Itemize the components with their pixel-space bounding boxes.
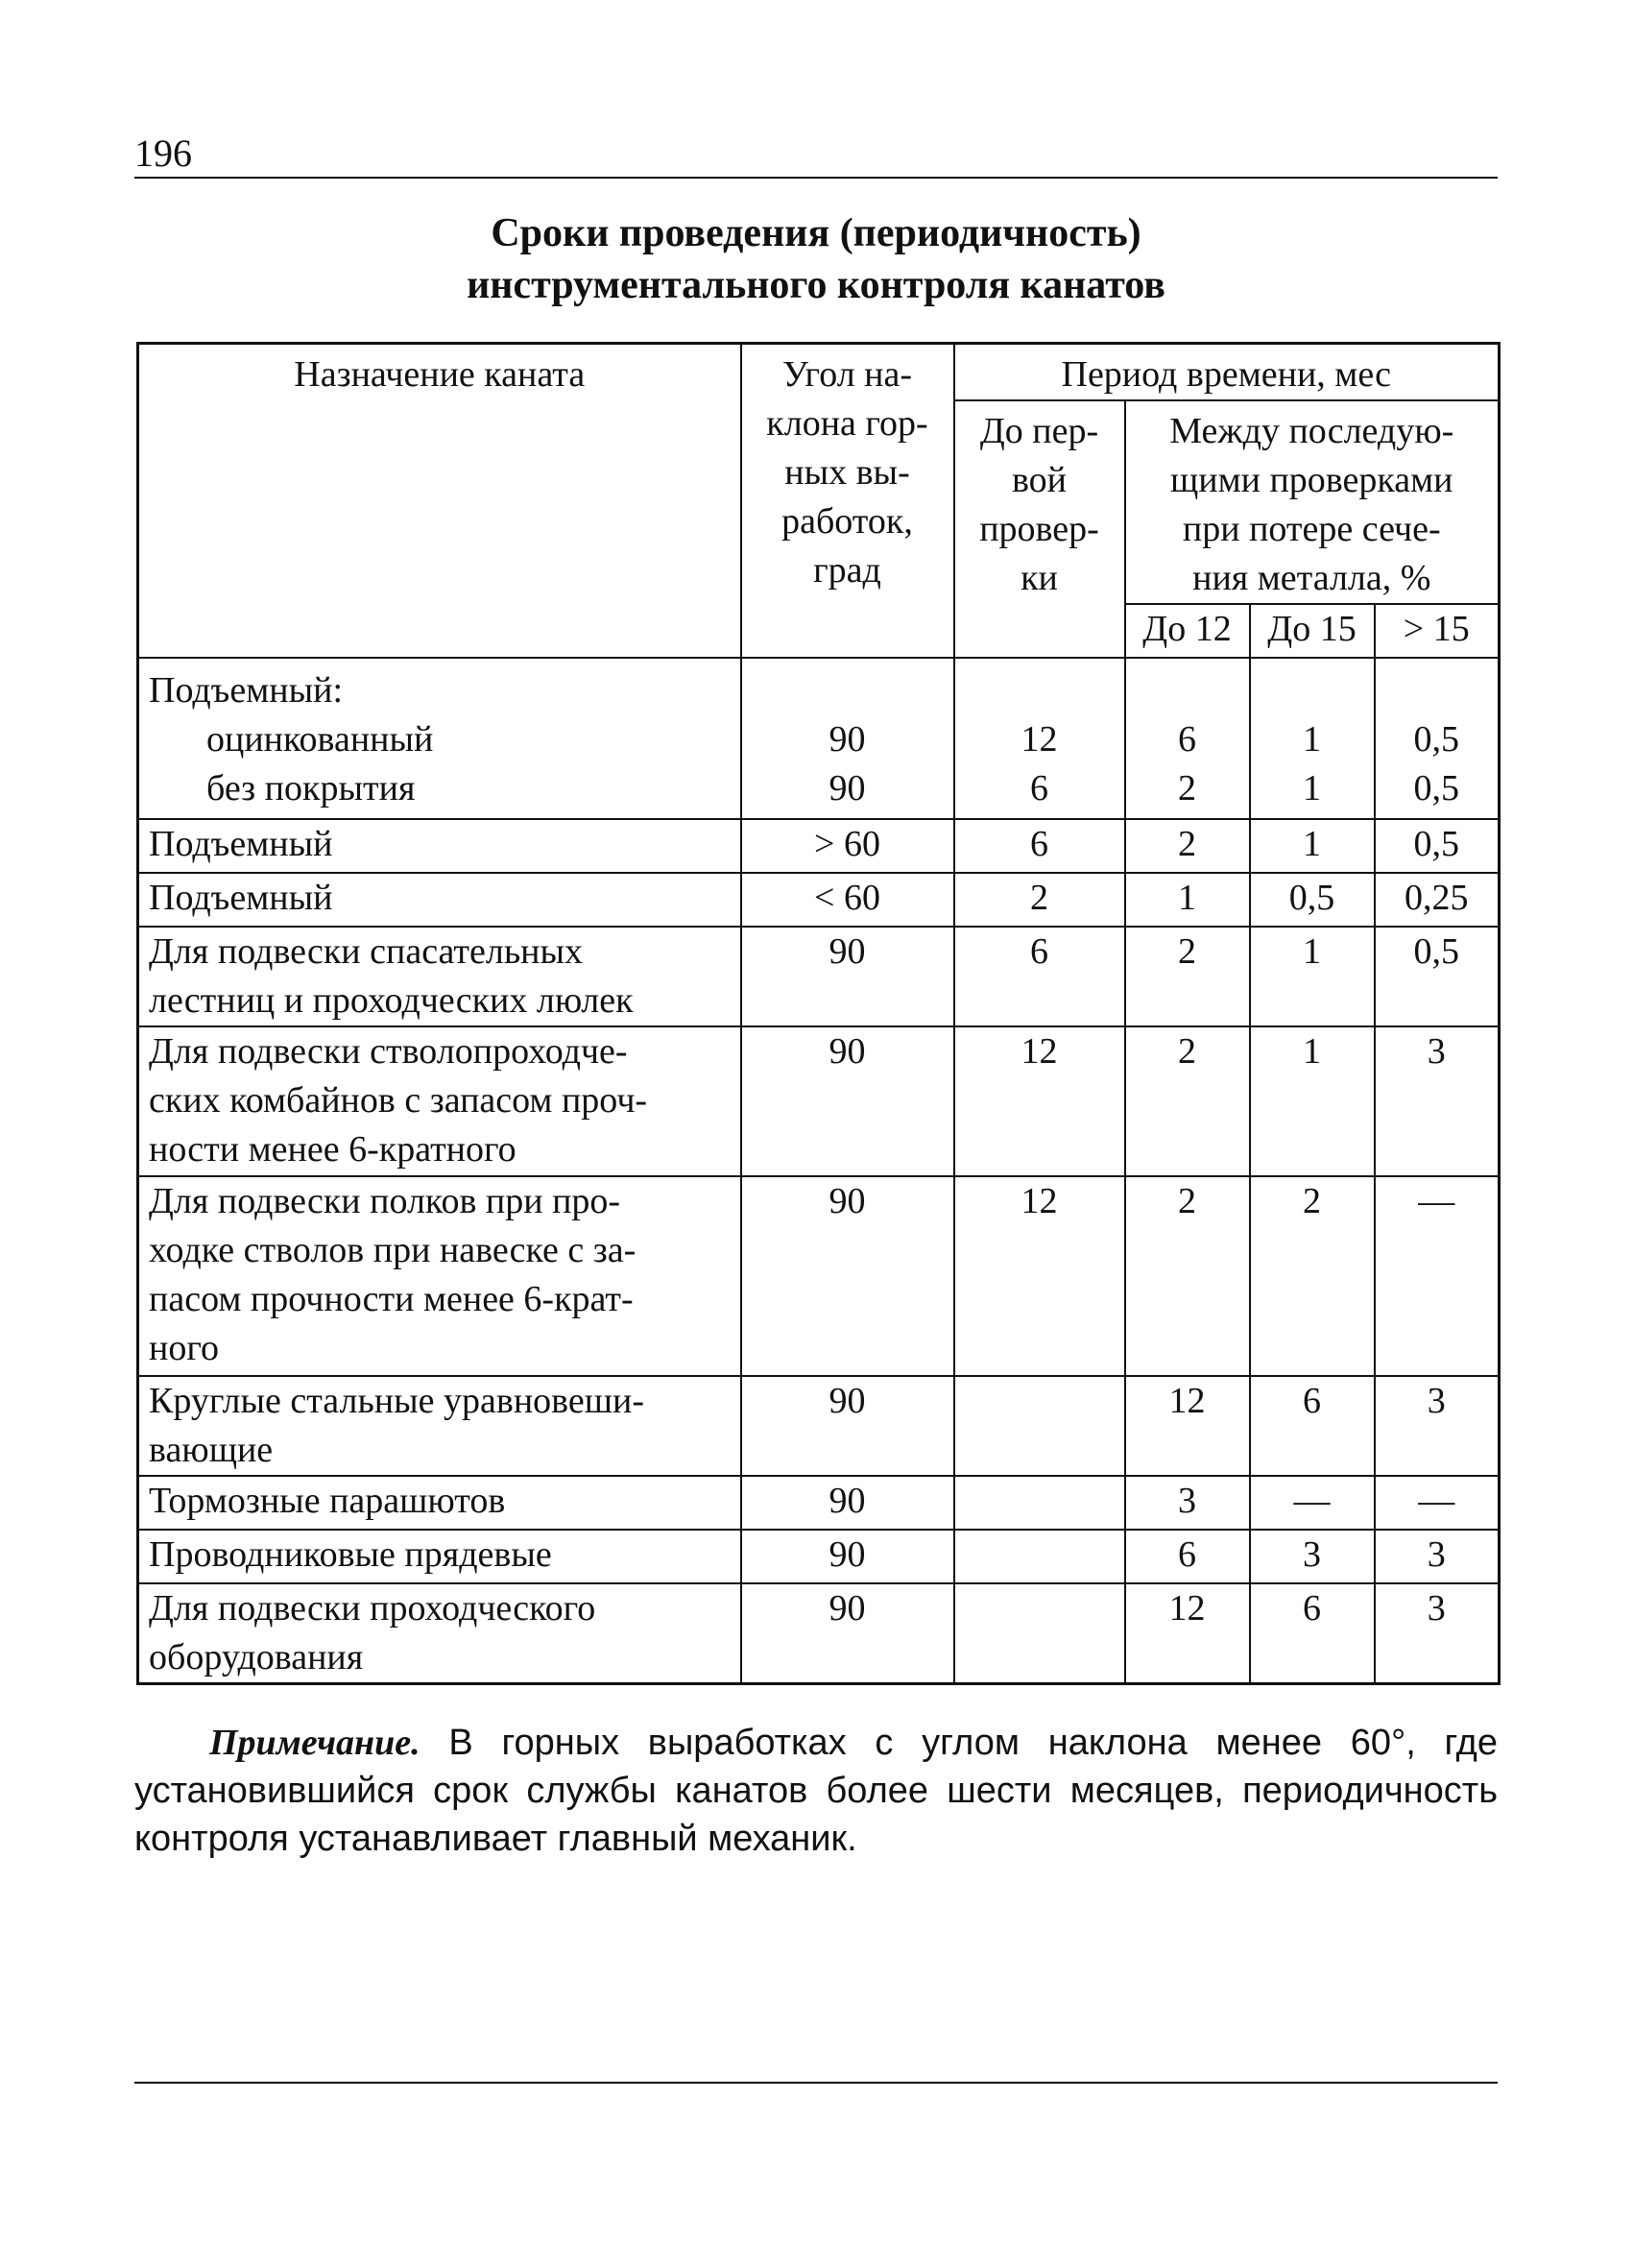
cell-loss-gt15: — [1375,1176,1500,1376]
cell-loss-12: 3 [1125,1476,1250,1530]
cell-loss-12: 12 [1125,1583,1250,1684]
group-item-uncoated: без покрытия [206,768,416,808]
table-row [138,873,1500,927]
cell-angle: 90 [741,1476,954,1530]
row-name: Для подвески спасательных лестниц и проходческих люлек [138,927,741,1026]
cell-loss-12: 6 2 [1125,658,1250,819]
cell-loss-15: 3 [1250,1530,1375,1583]
table-title-line-2: инструментального контроля канатов [467,263,1165,307]
footer-rule [134,2082,1498,2084]
cell-angle: 90 [741,1530,954,1583]
header-first-check: До пер- вой провер- ки [954,400,1125,658]
header-loss-gt15: > 15 [1375,604,1500,658]
group-header: Подъемный: [149,670,344,711]
group-item-galvanized: оцинкованный [206,719,434,760]
table-row [138,927,1500,1026]
cell-loss-12: 2 [1125,927,1250,1026]
cell-first [954,1583,1125,1684]
cell-angle: > 60 [741,819,954,873]
cell-loss-gt15: 0,25 [1375,873,1500,927]
row-name: Круглые стальные уравновеши- вающие [138,1376,741,1476]
header-loss-12: До 12 [1125,604,1250,658]
cell-loss-12: 2 [1125,1026,1250,1176]
table-row [138,1530,1500,1583]
row-name: Подъемный [138,819,741,873]
cell-angle: 90 [741,1026,954,1176]
cell-loss-12: 2 [1125,819,1250,873]
cell-angle: 90 [741,927,954,1026]
row-name: Для подвески проходческого оборудования [138,1583,741,1684]
cell-loss-15: 6 [1250,1583,1375,1684]
table-row-group [138,658,1500,819]
cell-loss-gt15: 0,5 [1375,819,1500,873]
cell-angle: 90 [741,1176,954,1376]
inspection-schedule-table [136,342,1501,1685]
cell-angle: 90 [741,1583,954,1684]
cell-loss-15: 0,5 [1250,873,1375,927]
cell-loss-gt15: 3 [1375,1530,1500,1583]
cell-loss-12: 12 [1125,1376,1250,1476]
row-name: Для подвески стволопроходче- ских комбайнов с запасом проч- ности менее 6-кратного [138,1026,741,1176]
cell-loss-15: 1 [1250,819,1375,873]
cell-first [954,1476,1125,1530]
footnote-text: В горных выработках с углом наклона менее 60°, где установившийся срок службы канатов более шести месяцев, периодичность контроля устанавливает главный механик. [134,1723,1498,1859]
row-name: Подъемный [138,873,741,927]
cell-angle: 90 [741,1376,954,1476]
table-row [138,819,1500,873]
cell-angle: 90 90 [741,658,954,819]
cell-first: 12 6 [954,658,1125,819]
cell-loss-15: 6 [1250,1376,1375,1476]
cell-loss-15: 1 [1250,1026,1375,1176]
cell-angle: < 60 [741,873,954,927]
cell-first [954,1530,1125,1583]
cell-loss-gt15: 3 [1375,1583,1500,1684]
cell-loss-gt15: 3 [1375,1026,1500,1176]
row-name: Тормозные парашютов [138,1476,741,1530]
page-number: 196 [134,132,192,175]
footnote-label: Примечание. [209,1723,420,1763]
header-loss-15: До 15 [1250,604,1375,658]
table-row [138,1376,1500,1476]
table-row [138,1583,1500,1684]
row-name: Проводниковые прядевые [138,1530,741,1583]
cell-first: 2 [954,873,1125,927]
cell-loss-gt15: 0,5 [1375,927,1500,1026]
cell-first: 12 [954,1176,1125,1376]
cell-loss-gt15: 0,5 0,5 [1375,658,1500,819]
table-row [138,1476,1500,1530]
cell-loss-15: 2 [1250,1176,1375,1376]
cell-first: 6 [954,927,1125,1026]
cell-first: 6 [954,819,1125,873]
header-period: Период времени, мес [954,344,1500,401]
row-name [138,658,741,819]
header-rule [134,177,1498,179]
header-angle: Угол на- клона гор- ных вы- работок, град [741,344,954,659]
cell-loss-12: 1 [1125,873,1250,927]
cell-loss-gt15: 3 [1375,1376,1500,1476]
header-between-checks: Между последую- щими проверками при потере сече- ния металла, % [1125,400,1500,604]
cell-loss-15: 1 1 [1250,658,1375,819]
header-purpose: Назначение каната [138,344,741,659]
table-title [134,207,1498,311]
cell-loss-12: 2 [1125,1176,1250,1376]
footnote [134,1719,1498,1863]
table-row [138,1026,1500,1176]
cell-loss-gt15: — [1375,1476,1500,1530]
cell-loss-15: 1 [1250,927,1375,1026]
cell-loss-12: 6 [1125,1530,1250,1583]
cell-loss-15: — [1250,1476,1375,1530]
table-title-line-1: Сроки проведения (периодичность) [491,211,1141,255]
row-name: Для подвески полков при про- ходке стволов при навеске с за- пасом прочности менее 6-крат- ного [138,1176,741,1376]
cell-first [954,1376,1125,1476]
cell-first: 12 [954,1026,1125,1176]
table-row [138,1176,1500,1376]
